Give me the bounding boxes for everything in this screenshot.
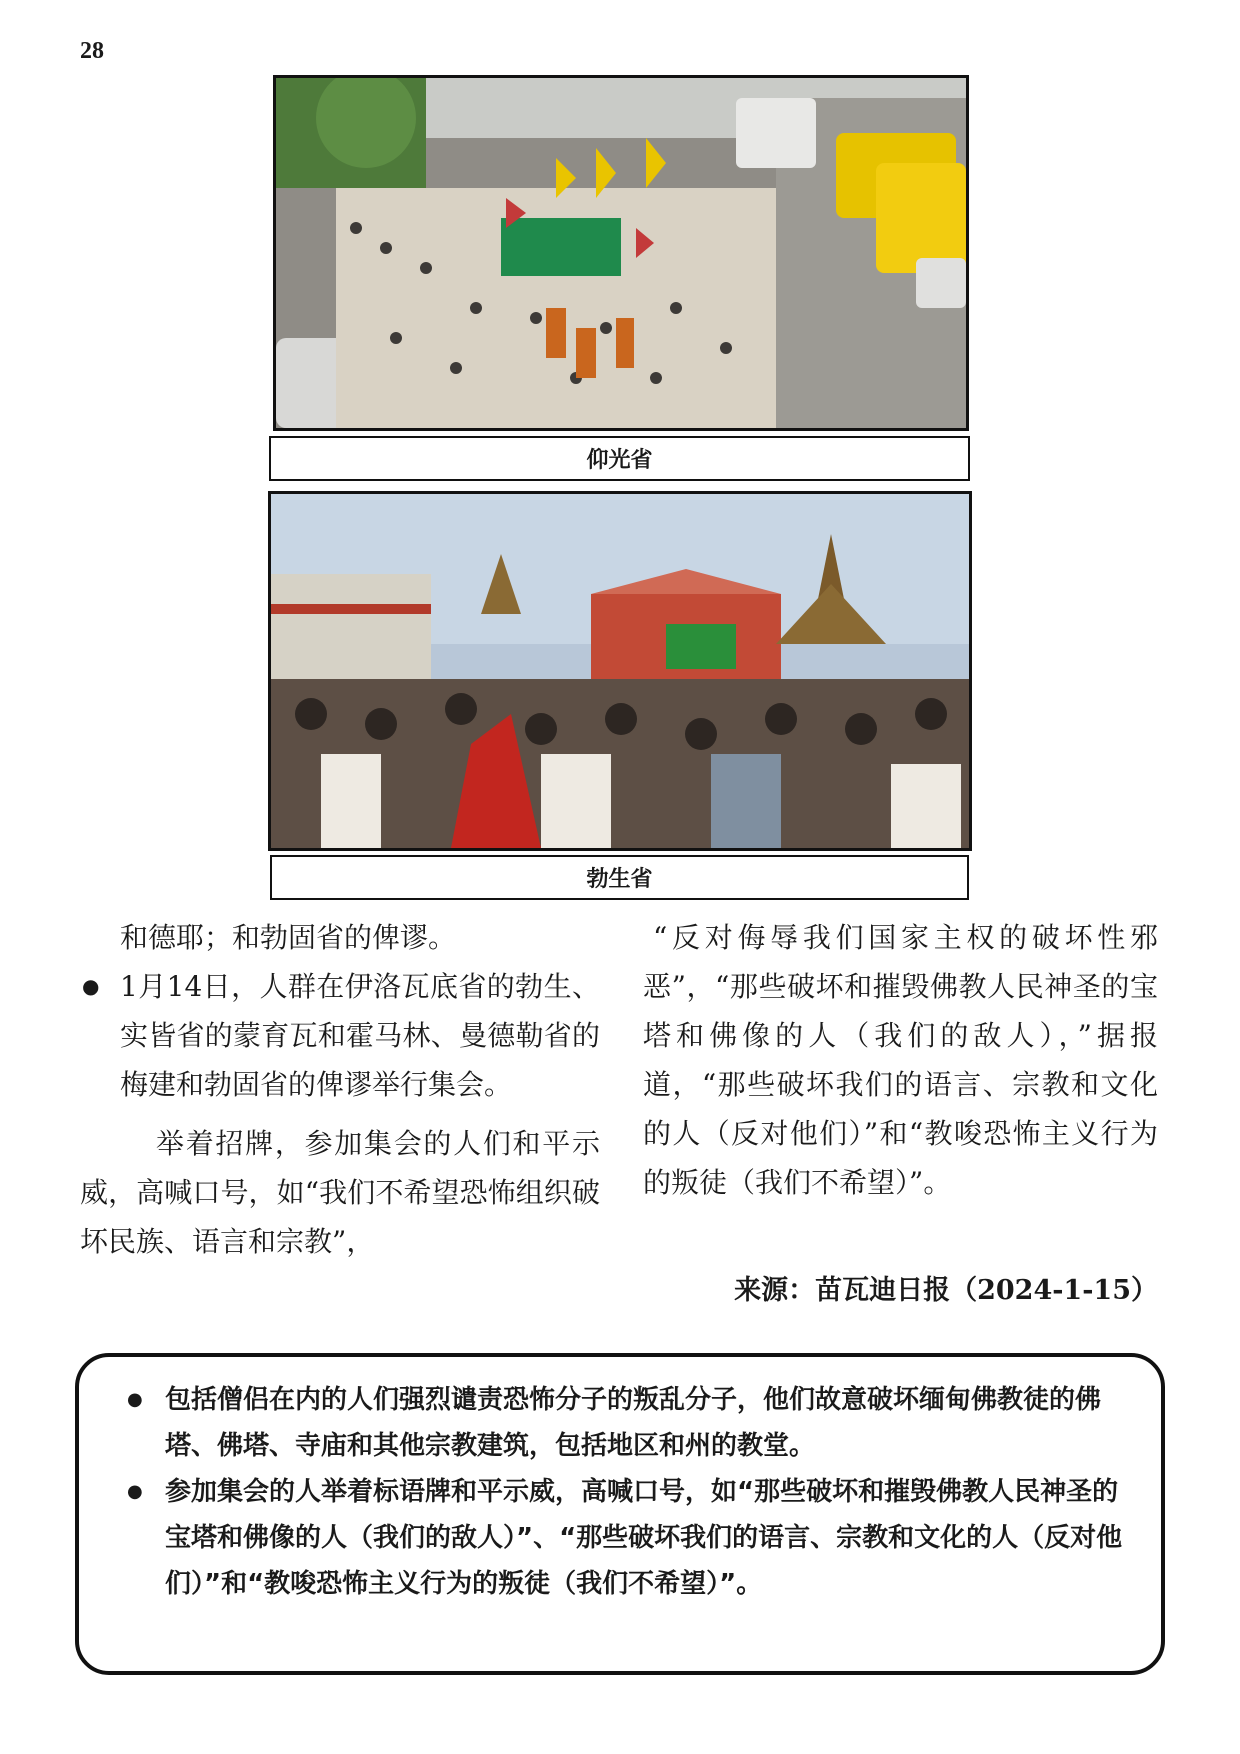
source-citation: 来源：苗瓦迪日报（2024-1-15） [734, 1275, 1158, 1306]
summary-item [119, 1469, 1133, 1607]
summary-text: 包括僧侣在内的人们强烈谴责恐怖分子的叛乱分子，他们故意破坏缅甸佛教徒的佛塔、佛塔、寺庙和其他宗教建筑，包括地区和州的教堂。 [165, 1385, 1102, 1461]
photo-caption-pathein: 勃生省 [270, 855, 969, 900]
bullet-icon: ● [127, 1481, 143, 1502]
summary-box [75, 1353, 1165, 1675]
pathein-rally-photo [268, 491, 972, 851]
body-paragraph: 举着招牌，参加集会的人们和平示威，高喊口号，如“我们不希望恐怖组织破坏民族、语言和宗教”， [80, 1127, 600, 1258]
yangon-rally-photo [273, 75, 969, 431]
body-paragraph-continued: “反对侮辱我们国家主权的破坏性邪恶”，“那些破坏和摧毁佛教人民神圣的宝塔和佛像的人（我们的敌人），”据报道，“那些破坏我们的语言、宗教和文化的人（反对他们）”和“教唆恐怖主义行为的叛徒（我们不希望）”。 [643, 921, 1158, 1199]
list-item [80, 962, 600, 1109]
page-number: 28 [80, 38, 104, 64]
bullet-icon: ● [127, 1389, 143, 1410]
photo-caption-yangon: 仰光省 [269, 436, 970, 481]
right-column [643, 913, 1158, 1207]
left-column [80, 913, 600, 1266]
summary-text: 参加集会的人举着标语牌和平示威，高喊口号，如“那些破坏和摧毁佛教人民神圣的宝塔和佛像的人（我们的敌人）”、“那些破坏我们的语言、宗教和文化的人（反对他们）”和“教唆恐怖主义行为的叛徒（我们不希望）”。 [165, 1477, 1123, 1599]
bullet-text: 1月14日，人群在伊洛瓦底省的勃生、实皆省的蒙育瓦和霍马林、曼德勒省的梅建和勃固省的俾谬举行集会。 [120, 970, 600, 1101]
summary-item [119, 1377, 1133, 1469]
continuation-text: 和德耶；和勃固省的俾谬。 [120, 921, 457, 954]
bullet-icon: ● [82, 974, 100, 998]
